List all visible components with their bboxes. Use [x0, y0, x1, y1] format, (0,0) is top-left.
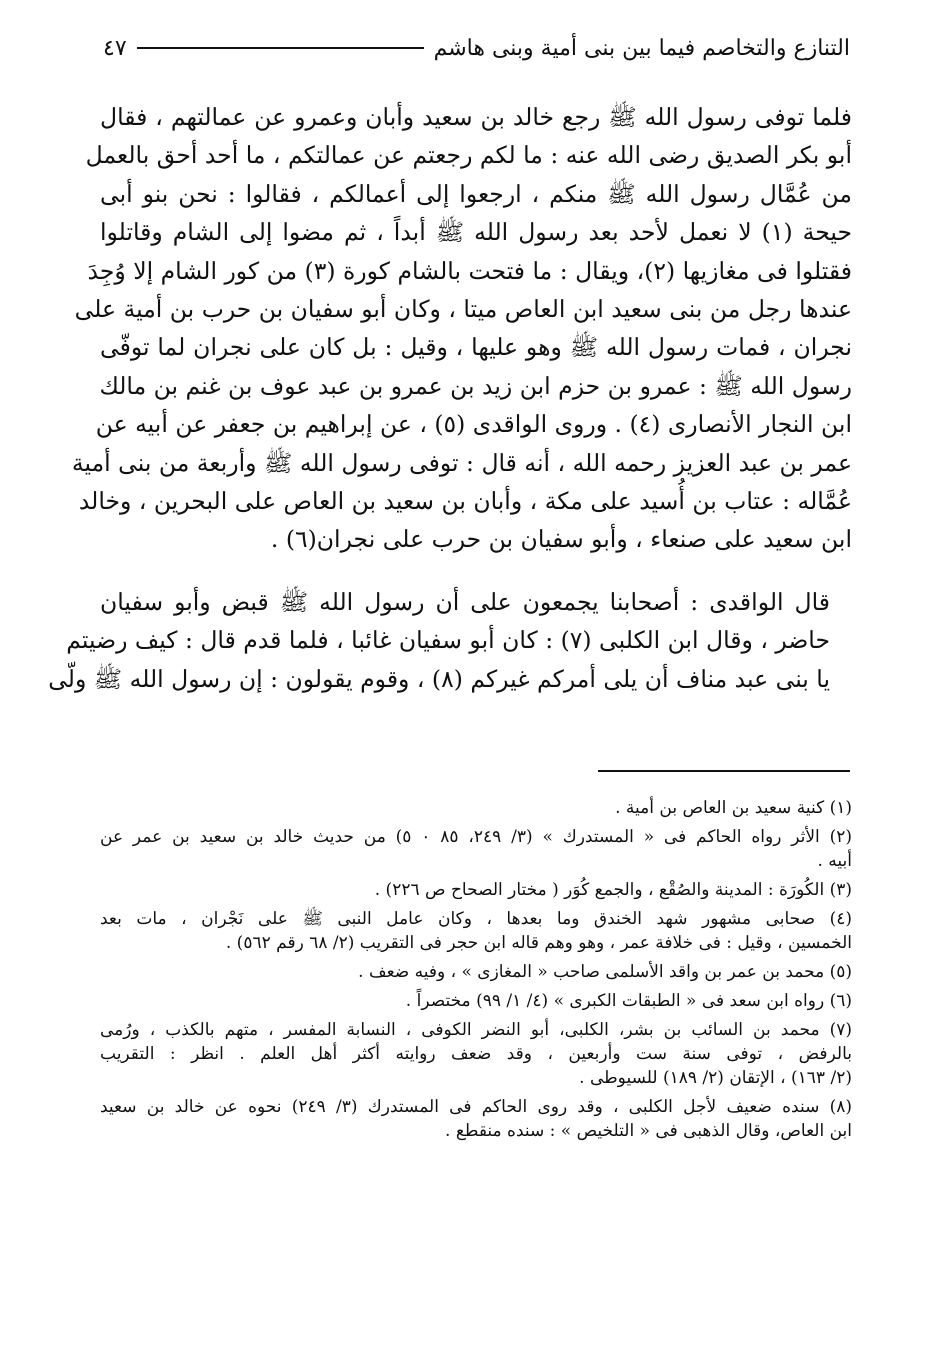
- header-rule: [137, 47, 424, 49]
- page-number: ٤٧: [103, 35, 127, 61]
- text-line: أبو بكر الصديق رضى الله عنه : ما لكم رجعتم عن عمالتكم ، ما أحد أحق بالعمل: [85, 141, 852, 170]
- footnote-4: [100, 907, 852, 955]
- footnote-line: (٥) محمد بن عمر بن واقد الأسلمى صاحب « المغازى » ، وفيه ضعف .: [358, 962, 852, 982]
- text-line: من عُمَّال رسول الله ﷺ منكم ، ارجعوا إلى أعمالكم ، فقالوا : نحن بنو أبى: [100, 179, 852, 208]
- paragraph-1: [71, 98, 852, 559]
- text-line: عندها رجل من بنى سعيد ابن العاص ميتا ، وكان أبو سفيان بن حرب بن أمية على: [74, 295, 852, 324]
- main-text: [48, 98, 852, 698]
- text-line: فقتلوا فى مغازيها (٢)، ويقال : ما فتحت بالشام كورة (٣) من كور الشام إلا وُجِدَ: [87, 256, 852, 285]
- text-line: حاضر ، وقال ابن الكلبى (٧) : كان أبو سفيان غائبا ، فلما قدم قال : كيف رضيتم: [66, 626, 830, 655]
- header-title: التنازع والتخاصم فيما بين بنى أمية وبنى هاشم: [433, 35, 850, 61]
- text-line: نجران ، فمات رسول الله ﷺ وهو عليها ، وقيل : بل كان على نجران لما توفّى: [100, 333, 852, 362]
- footnote-2: [100, 825, 852, 873]
- footnote-3: [100, 878, 852, 902]
- running-header: [103, 28, 850, 68]
- footnote-line: (٢/ ١٦٣) ، الإتقان (٢/ ١٨٩) للسيوطى .: [579, 1068, 852, 1088]
- text-line: عمر بن عبد العزيز رحمه الله ، أنه قال : توفى رسول الله ﷺ وأربعة من بنى أمية: [71, 448, 852, 477]
- footnote-7: [100, 1018, 852, 1090]
- footnotes: [100, 796, 852, 1148]
- text-line: فلما توفى رسول الله ﷺ رجع خالد بن سعيد وأبان وعمرو عن عمالتهم ، فقال: [100, 103, 852, 131]
- footnote-line: (٤) صحابى مشهور شهد الخندق وما بعدها ، وكان عامل النبى ﷺ على نَجْران ، مات بعد: [100, 909, 852, 929]
- footnote-1: [100, 796, 852, 820]
- footnote-line: (٨) سنده ضعيف لأجل الكلبى ، وقد روى الحاكم فى المستدرك (٣/ ٢٤٩) نحوه عن خالد بن سعيد: [100, 1097, 852, 1117]
- footnote-line: (٢) الأثر رواه الحاكم فى « المستدرك » (٣/ ٢٤٩، ٨٥ ٠ ٥) من حديث خالد بن سعيد بن عمر عن: [100, 827, 853, 847]
- paragraph-2: [48, 583, 852, 698]
- footnote-line: الخمسين ، وقيل : فى خلافة عمر ، وهو وهم قاله ابن حجر فى التقريب (٢/ ٦٨ رقم ٥٦٢) .: [225, 933, 852, 953]
- text-line: يا بنى عبد مناف أن يلى أمركم غيركم (٨) ، وقوم يقولون : إن رسول الله ﷺ ولّى: [48, 664, 830, 693]
- footnote-6: [100, 989, 852, 1013]
- footnote-line: (٣) الكُورَة : المدينة والصُقْع ، والجمع كُوَر ( مختار الصحاح ص ٢٢٦) .: [374, 880, 852, 900]
- text-line: ابن النجار الأنصارى (٤) . وروى الواقدى (٥) ، عن إبراهيم بن جعفر عن أبيه عن: [95, 410, 852, 439]
- text-line: قال الواقدى : أصحابنا يجمعون على أن رسول الله ﷺ قبض وأبو سفيان: [100, 587, 830, 616]
- text-line: ابن سعيد على صنعاء ، وأبو سفيان بن حرب على نجران(٦) .: [270, 525, 852, 554]
- text-line: حيحة (١) لا نعمل لأحد بعد رسول الله ﷺ أبداً ، ثم مضوا إلى الشام وقاتلوا: [100, 218, 852, 247]
- footnote-5: [100, 960, 852, 984]
- footnote-line: (٦) رواه ابن سعد فى « الطبقات الكبرى » (٤/ ١/ ٩٩) مختصراً .: [405, 991, 852, 1011]
- footnote-line: ابن العاص، وقال الذهبى فى « التلخيص » : سنده منقطع .: [445, 1121, 852, 1141]
- footnote-line: أبيه .: [817, 851, 852, 871]
- footnote-8: [100, 1095, 852, 1143]
- footnote-line: بالرفض ، توفى سنة ست وأربعين ، وقد ضعف روايته أكثر أهل العلم . انظر : التقريب: [100, 1044, 852, 1064]
- footnote-line: (٧) محمد بن السائب بن بشر، الكلبى، أبو النضر الكوفى ، النسابة المفسر ، متهم بالكذب ، ورُمى: [100, 1020, 852, 1040]
- text-line: رسول الله ﷺ : عمرو بن حزم ابن زيد بن عمرو بن عبد عوف بن غنم بن مالك: [99, 371, 852, 400]
- text-line: عُمَّاله : عتاب بن أُسيد على مكة ، وأبان بن سعيد بن العاص على البحرين ، وخالد: [78, 487, 852, 516]
- footnote-separator: [598, 770, 850, 772]
- footnote-line: (١) كنية سعيد بن العاص بن أمية .: [615, 798, 852, 818]
